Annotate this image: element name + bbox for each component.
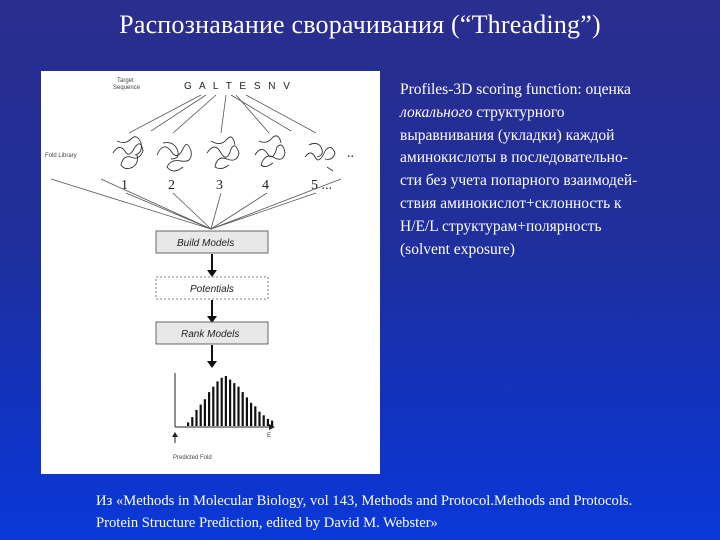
reference-citation	[96, 490, 716, 534]
histogram-bars	[187, 376, 273, 426]
description-line-2	[400, 102, 700, 125]
more-dots: ..	[347, 146, 354, 161]
predicted-fold-arrowhead	[172, 432, 178, 437]
threading-diagram	[41, 71, 380, 474]
rank-models-label: Rank Models	[181, 329, 240, 340]
reference-line-1: Из «Methods in Molecular Biology, vol 143, Methods and Protocol.Methods and Protocols.	[96, 493, 633, 509]
histogram-bar	[254, 406, 256, 426]
histogram-bar	[195, 410, 197, 426]
arrow-1-head	[207, 270, 217, 277]
histogram-bar	[250, 403, 252, 426]
slide-title: Распознавание сворачивания (“Threading”)	[119, 10, 601, 39]
description-italic-word: локального	[400, 103, 473, 121]
description-line-3: выравнивания (укладки) каждой	[400, 126, 615, 144]
description-line-2-rest: структурного	[472, 103, 565, 121]
target-sequence: G A L T E S N V	[184, 81, 293, 92]
fold-number-5: 5 ...	[311, 178, 332, 193]
description-line-5: сти без учета попарного взаимодей-	[400, 172, 638, 190]
fold-structures	[113, 136, 335, 171]
histogram-bar	[242, 392, 244, 426]
histogram-bar	[212, 387, 214, 426]
description-line-6: ствия аминокислот+склонность к	[400, 194, 622, 212]
histogram-bar	[258, 412, 260, 426]
description-line-7: H/E/L структурам+полярность	[400, 217, 602, 235]
sequence-label: Sequence	[113, 85, 141, 91]
fold-library-label: Fold Library	[45, 153, 77, 159]
fold-structure-1	[113, 137, 143, 169]
fold-number-1: 1	[121, 178, 128, 193]
arrow-3-head	[207, 361, 217, 368]
potentials-label: Potentials	[190, 284, 234, 295]
fold-number-4: 4	[262, 178, 269, 193]
fold-number-2: 2	[168, 178, 175, 193]
description-line-4: аминокислоты в последовательно-	[400, 149, 628, 167]
histogram-bar	[271, 421, 273, 426]
histogram-bar	[267, 419, 269, 426]
histogram-bar	[233, 383, 235, 426]
fold-structure-2	[157, 143, 191, 171]
histogram-axis-label: E	[267, 433, 272, 439]
histogram-bar	[204, 399, 206, 426]
histogram-bar	[246, 397, 248, 426]
build-models-label: Build Models	[177, 238, 235, 249]
energy-histogram	[175, 373, 275, 439]
histogram-bar	[229, 380, 231, 426]
histogram-bar	[263, 415, 265, 426]
fan-lines-bottom	[51, 179, 341, 229]
histogram-bar	[200, 405, 202, 426]
histogram-bar	[208, 392, 210, 426]
description-line-8: (solvent exposure)	[400, 240, 515, 258]
predicted-fold-label: Predicted Fold	[173, 455, 212, 461]
fold-structure-4	[255, 136, 285, 167]
description-line-1: Profiles-3D scoring function: оценка	[400, 81, 631, 98]
threading-diagram-svg	[41, 71, 380, 474]
histogram-bar	[225, 376, 227, 426]
histogram-bar	[187, 422, 189, 426]
histogram-bar	[237, 387, 239, 426]
histogram-bar	[221, 378, 223, 426]
description-text	[400, 79, 700, 261]
histogram-bar	[216, 381, 218, 426]
target-label: Target	[117, 78, 134, 84]
fold-number-3: 3	[216, 178, 223, 193]
fold-structure-5	[305, 143, 335, 171]
histogram-bar	[191, 417, 193, 426]
reference-line-2: Protein Structure Prediction, edited by David M. Webster»	[96, 515, 438, 531]
fold-structure-3	[207, 137, 239, 169]
fan-lines-top	[129, 95, 316, 133]
